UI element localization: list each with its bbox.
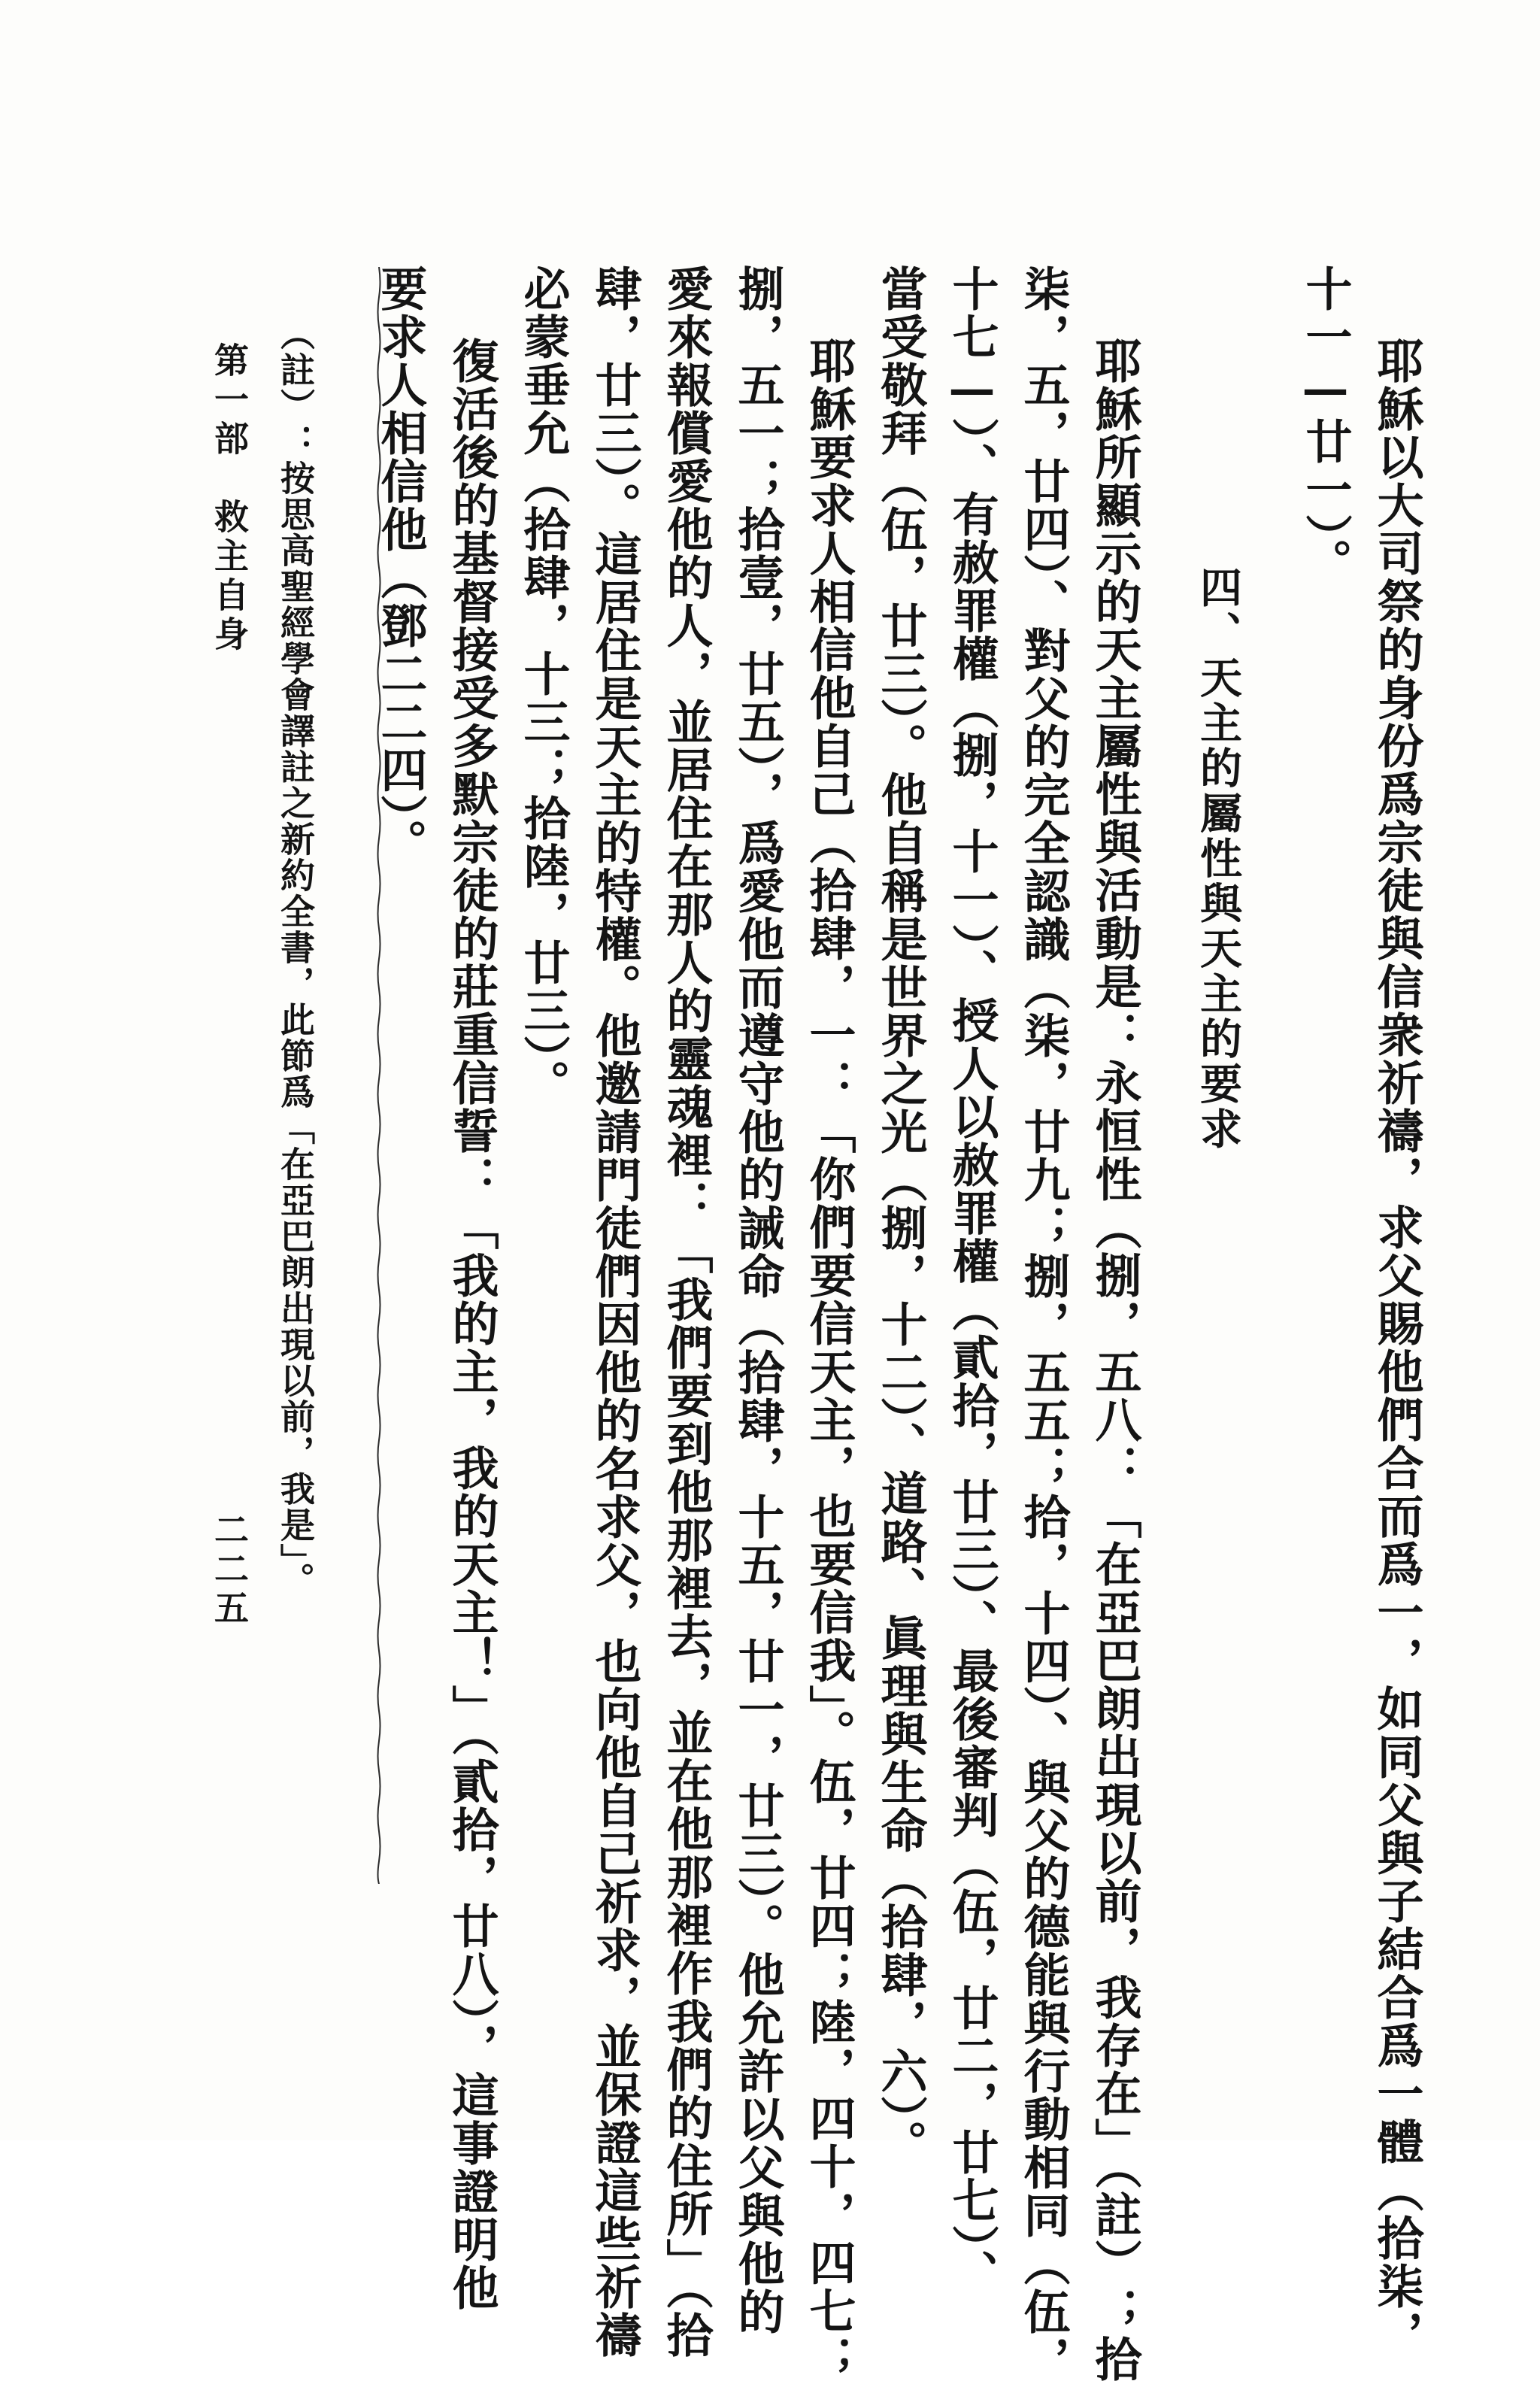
section-heading: 四、天主的屬性與天主的要求: [1193, 566, 1243, 1152]
page-number: 二二五: [209, 1512, 250, 1629]
text-column-5: 柒，五，廿四）、對父的完全認識（柒，廿九；捌，五五；拾，十四）、與父的德能與行動相同（伍，: [1016, 265, 1071, 2384]
text-column-1: 耶穌以大司祭的身份爲宗徒與信衆祈禱，求父賜他們合而爲一，如同父與子結合爲一體（拾柒，: [1369, 337, 1424, 2358]
text-column-10: 愛來報償愛他的人，並居住在那人的靈魂裡：「我們要到他那裡去，並在他那裡作我們的住所」（拾: [659, 265, 714, 2359]
text-column-6: 十七—）、有赦罪權（捌，十一）、授人以赦罪權（貳拾，廿三）、最後審判（伍，廿二，廿七）、: [944, 265, 999, 2298]
text-column-2: 十一—廿一）。: [1298, 265, 1353, 587]
text-column-14: 要求人相信他（鄧二二四）。: [373, 265, 428, 867]
text-column-7: 當受敬拜（伍，廿三）。他自稱是世界之光（捌，十二）、道路、眞理與生命（拾肆，六）。: [873, 265, 928, 2168]
footnote-divider: [376, 267, 382, 1884]
text-column-13: 復活後的基督接受多默宗徒的莊重信誓：「我的主，我的天主！」（貳拾，廿八），這事證明他: [444, 337, 499, 2312]
text-column-9: 捌，五一；拾壹，廿五），爲愛他而遵守他的誡命（拾肆，十五，廿一，廿三）。他允許以父與他的: [730, 265, 785, 2336]
text-column-8: 耶穌要求人相信他自己（拾肆，一：「你們要信天主，也要信我」。伍，廿四；陸，四十，四七；: [802, 337, 856, 2383]
footnote: （註）：按思高聖經學會譯註之新約全書，此節爲「在亞巴朗出現以前，我是」。: [275, 316, 316, 1598]
text-column-11: 肆，廿三）。這居住是天主的特權。他邀請門徒們因他的名求父，也向他自己祈求，並保證這些祈禱: [587, 265, 642, 2359]
text-column-4: 耶穌所顯示的天主屬性與活動是：永恒性（捌，五八：「在亞巴朗出現以前，我存在」（註）；拾: [1087, 337, 1142, 2383]
text-column-12: 必蒙垂允（拾肆，十三；拾陸，廿三）。: [516, 265, 571, 1108]
running-footer: 第一部 救主自身: [209, 342, 250, 655]
